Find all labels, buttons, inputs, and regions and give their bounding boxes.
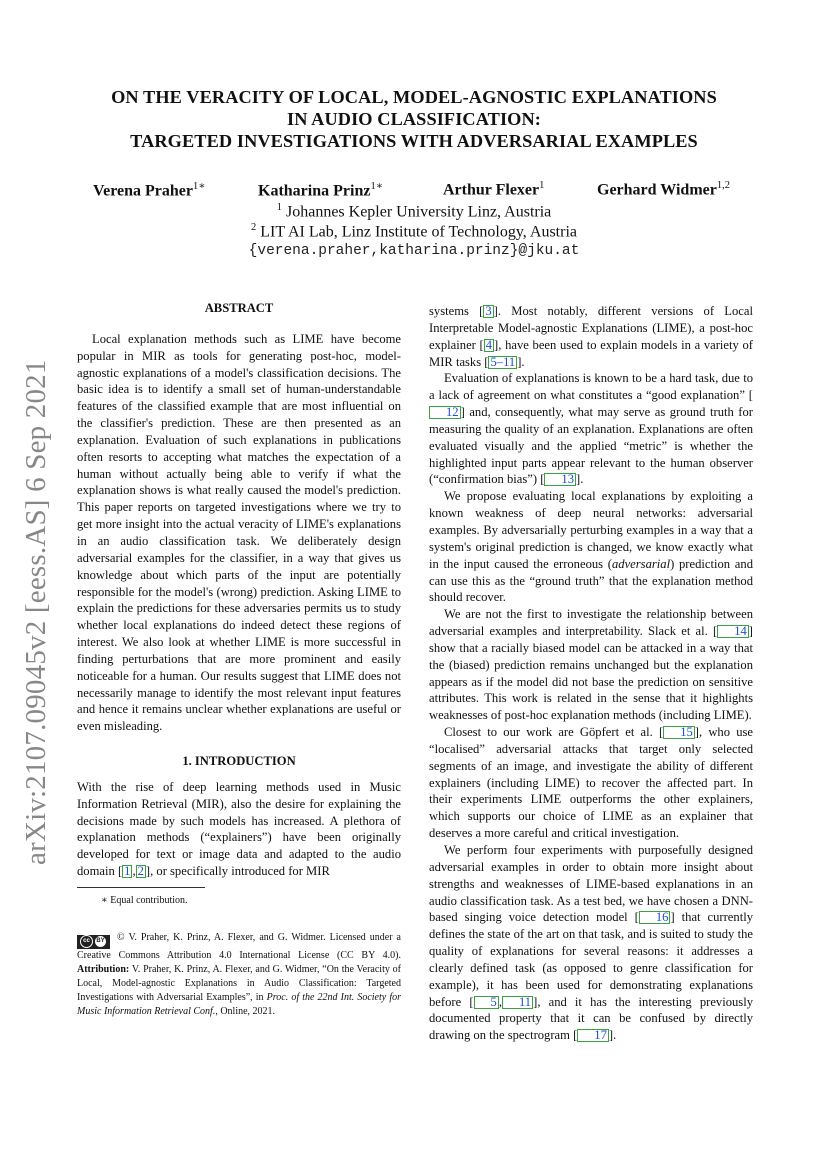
author-name: Gerhard Widmer [597, 181, 717, 199]
affiliation-text: Johannes Kepler University Linz, Austria [281, 203, 552, 221]
citation-link[interactable]: 11 [502, 996, 533, 1009]
author [597, 180, 730, 199]
title-line: IN AUDIO CLASSIFICATION: [287, 109, 541, 129]
citation-link[interactable]: 4 [485, 337, 493, 352]
affiliation-mark: 2 [251, 222, 257, 233]
paper-title [78, 86, 750, 152]
citation-link[interactable]: 5–11 [490, 354, 516, 369]
body-paragraph: Closest to our work are Göpfert et al. [ 15 ], who use “localised” adversarial attacks that target only selected segments of an image, and investigate the ability of different explainers (including LIME) to recover the affected part. In their experiments LIME outperforms the other explainers, which supports our choice of LIME as an explainer that deserves a more careful and critical investigation. [429, 725, 753, 841]
citation-link[interactable]: 15 [663, 726, 695, 739]
citation-link[interactable]: 13 [544, 473, 576, 486]
body-paragraph: systems [ 3 ]. Most notably, different versions of Local Interpretable Model-agnostic Explanations (LIME), a post-hoc explainer [ 4 ], have been used to explain models in a variety of MIR tasks [ 5–11 ]. [429, 304, 753, 369]
author-name: Verena Praher [93, 182, 193, 200]
license-lead: © V. Praher, K. Prinz, A. Flexer, and G. Widmer. Licensed under a Creative Commons Attribution 4.0 International License (CC BY 4.0). [77, 932, 401, 961]
affiliation-text: LIT AI Lab, Linz Institute of Technology, Austria [256, 223, 577, 241]
citation-link[interactable]: 1 [124, 864, 131, 879]
author-email: {verena.praher,katharina.prinz}@jku.at [248, 243, 580, 259]
citation-link[interactable]: 14 [717, 625, 749, 638]
citation-link[interactable]: 12 [429, 406, 461, 419]
citation-link[interactable]: 17 [577, 1029, 609, 1042]
author-list [78, 180, 750, 204]
title-line: ON THE VERACITY OF LOCAL, MODEL-AGNOSTIC EXPLANATIONS [111, 87, 717, 107]
license-venue: Proc. of the 22nd Int. Society for Music Information Retrieval Conf. [77, 992, 401, 1018]
author-name: Katharina Prinz [258, 182, 371, 200]
license-attribution-label: Attribution: [77, 963, 130, 975]
citation-link[interactable]: 2 [137, 864, 144, 879]
affiliation [78, 222, 750, 241]
author-mark: 1 [539, 180, 545, 191]
abstract-heading: ABSTRACT [204, 301, 274, 315]
author-name: Arthur Flexer [443, 181, 540, 199]
body-paragraph: We propose evaluating local explanations by exploiting a known weakness of deep neural networks: adversarial examples. By adversarially perturbing examples in a way that a system's original prediction is changed, we know exactly what in the input caused the erroneous (adversarial) prediction and can use this as the “ground truth” that the explanation method should recover. [429, 489, 753, 605]
arxiv-identifier-stamp: arXiv:2107.09045v2 [eess.AS] 6 Sep 2021 [20, 359, 52, 865]
footnote: ∗ Equal contribution. [101, 895, 188, 906]
author [258, 180, 383, 200]
abstract-text: Local explanation methods such as LIME have become popular in MIR as tools for generating post-hoc, model-agnostic explanations of a model's classification decisions. The basic idea is to identify a small set of human-understandable features of the classified example that are most influential on the classifier's prediction. These are then presented as an explanation. Evaluation of such explanations in publications often resorts to accepting what matches the expectation of a human without actually being able to verify if what the explanation shows is what really caused the model's prediction. This paper reports on targeted investigations where we try to get more insight into the actual veracity of LIME's explanations in an audio classification task. We deliberately design adversarial examples for the classifier, in a way that gives us knowledge about which parts of the input are potentially responsible for the model's (wrong) prediction. Asking LIME to explain the predictions for these adversaries permits us to study whether local explanations do indeed detect these regions of interest. We also look at whether LIME is more successful in finding perturbations that are more prominent and easily noticeable for a human. Our results suggest that LIME does not necessarily manage to identify the most relevant input features and hence it remains unclear whether explanations are useful or even misleading. [77, 331, 401, 734]
author-mark: 1∗ [192, 181, 206, 192]
body-paragraph: We are not the first to investigate the relationship between adversarial examples and interpretability. Slack et al. [ 14 ] show that a racially biased model can be attacked in a way that the (biased) prediction remains unchanged but the explanation appears as if the model did not base the prediction on sensitive attributes. This work is related in the sense that it highlights weaknesses of post-hoc explanation methods (including LIME). [429, 607, 753, 723]
citation-link[interactable]: 3 [485, 304, 492, 318]
footnote-rule [77, 887, 205, 888]
left-column [77, 300, 401, 1020]
title-line: TARGETED INVESTIGATIONS WITH ADVERSARIAL EXAMPLES [130, 131, 698, 151]
body-paragraph: Evaluation of explanations is known to be a hard task, due to a lack of agreement on what constitutes a “good explanation” [12 ] and, consequently, what may serve as ground truth for measuring the quality of an explanation. Explanations are often evaluated visually and the applied “metric” is whether the highlighted input parts appear relevant to the human observer (“confirmation bias”) [ 13 ]. [429, 371, 753, 487]
introduction-paragraph: With the rise of deep learning methods used in Music Information Retrieval (MIR), also the desire for explaining the decisions made by such models has increased. A plethora of explanation methods (“explainers”) have been originally developed for text or image data and adapted to the audio domain [ 1 , 2 ], or specifically introduced for MIR [77, 779, 401, 879]
right-column [429, 303, 753, 1044]
citation-link[interactable]: 5 [474, 996, 499, 1009]
author-mark: 1∗ [370, 181, 383, 192]
citation-link[interactable]: 16 [639, 911, 671, 924]
author-mark: 1,2 [716, 180, 730, 191]
affiliation-mark: 1 [276, 202, 282, 213]
author [443, 180, 544, 199]
affiliation [78, 202, 750, 221]
license-notice: cc BY © V. Praher, K. Prinz, A. Flexer, and G. Widmer. Licensed under a Creative Commons Attribution 4.0 International License (CC BY 4.0). Attribution: V. Praher, K. Prinz, A. Flexer, and G. Widmer, “On the Veracity of Local, Model-agnostic Explanations in Audio Classification: Targeted Investigations with Adversarial Examples”, in Proc. of the 22nd Int. Society for Music Information Retrieval Conf., Online, 2021. [77, 932, 401, 1018]
introduction-heading: 1. INTRODUCTION [182, 754, 296, 769]
body-paragraph: We perform four experiments with purposefully designed adversarial examples in order to obtain more insight about strengths and weaknesses of LIME-based explanations in an audio classification task. As a test bed, we have chosen a DNN-based singing voice detection model [ 16 ] that currently defines the state of the art on that task, and is suited to study the quality of explanations for several reasons: it addresses a clearly defined task (as opposed to genre classification for example), it has been used for demonstrating explanations before [ 5 , 11 ], and it has the interesting previously documented property that it can be confused by directly drawing on the spectrogram [ 17 ]. [429, 843, 753, 1043]
cc-by-license-icon[interactable]: cc BY [77, 935, 110, 949]
author [93, 180, 205, 200]
